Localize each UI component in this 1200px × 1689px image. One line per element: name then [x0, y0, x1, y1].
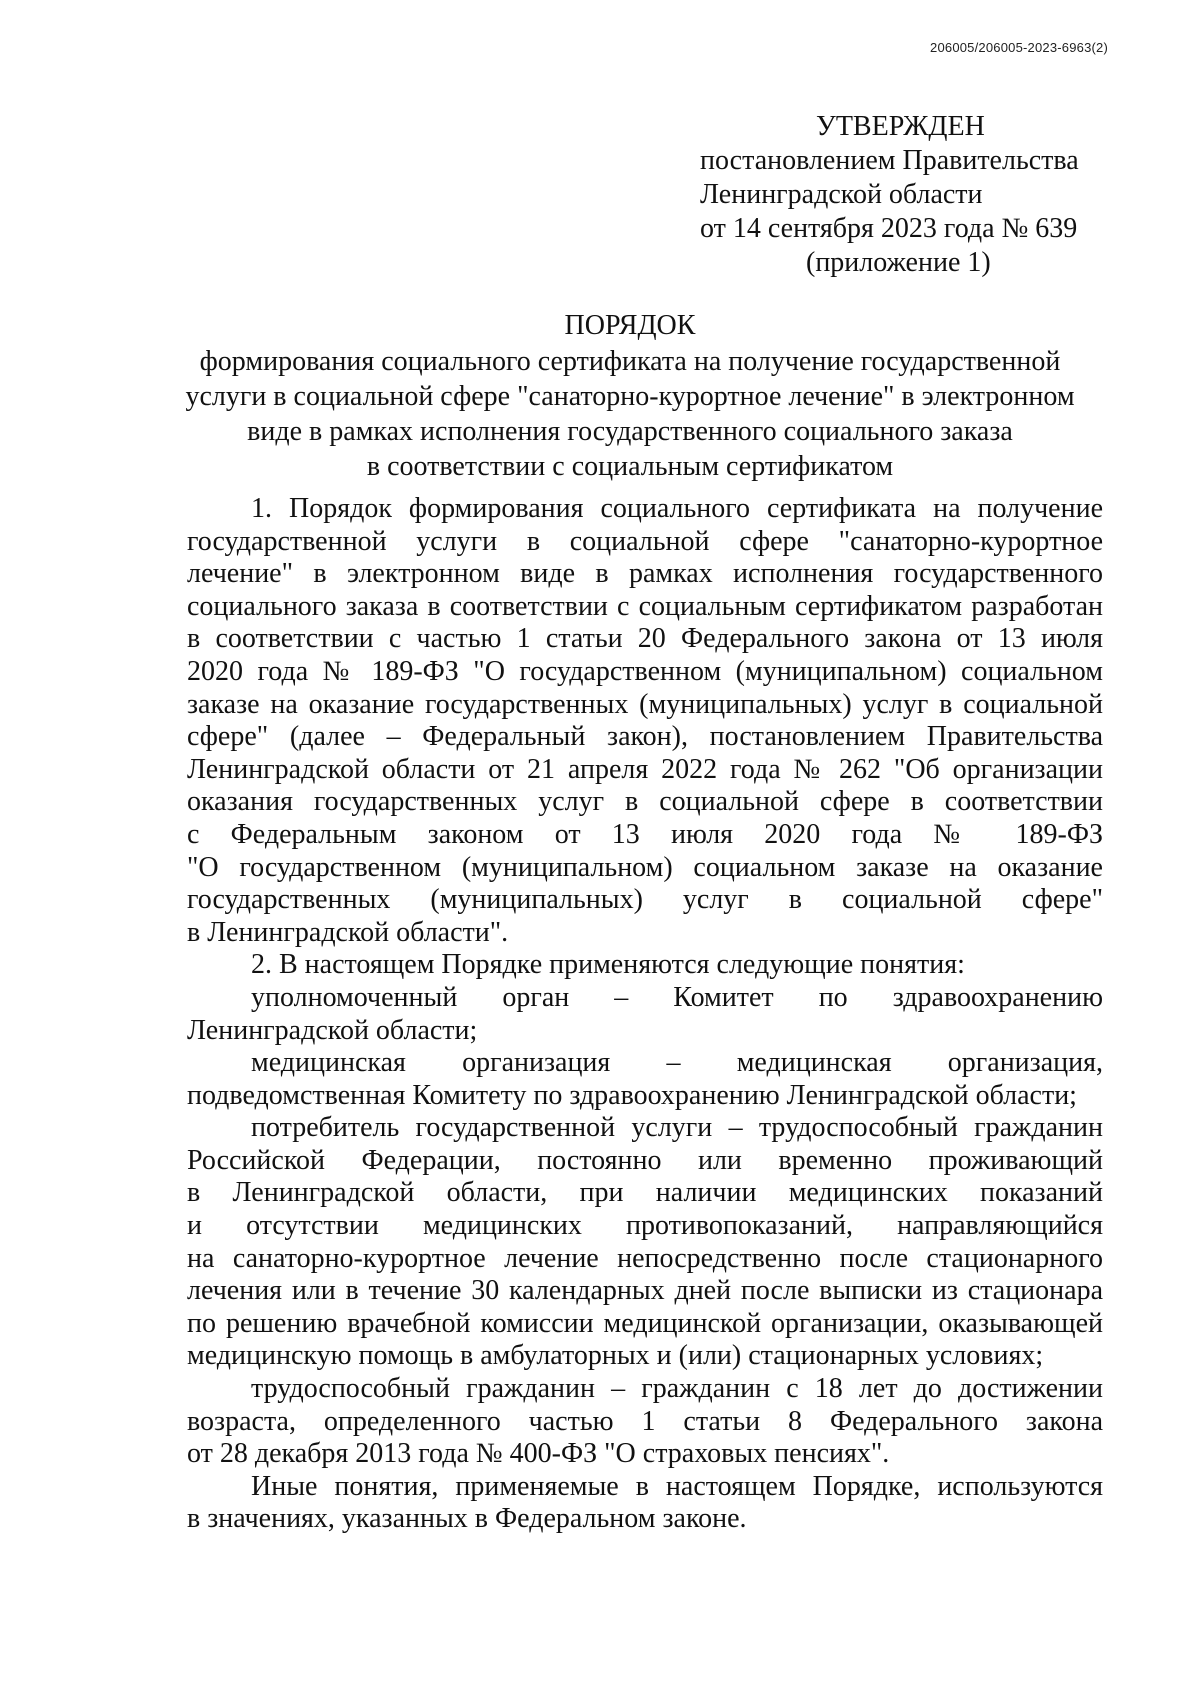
approval-block	[700, 110, 1120, 280]
document-body	[187, 493, 1103, 1536]
text-line: заказе на оказание государственных (муниципальных) услуг в социальной	[187, 688, 1103, 720]
text-line: лечения или в течение 30 календарных дней после выписки из стационара	[187, 1275, 1103, 1307]
approval-line: Ленинградской области	[700, 179, 983, 210]
definition-service-consumer	[187, 1112, 1103, 1373]
text-line: медицинская организация – медицинская организация,	[251, 1047, 1103, 1079]
document-title: ПОРЯДОК	[564, 310, 696, 341]
text-line: оказания государственных услуг в социальной сфере в соответствии	[187, 786, 1103, 818]
paragraph-1	[187, 493, 1103, 949]
paragraph-2	[187, 949, 1103, 982]
definition-able-bodied-citizen	[187, 1373, 1103, 1471]
document-title-block	[150, 308, 1110, 484]
definition-authorized-body	[187, 982, 1103, 1047]
text-line: в Ленинградской области, при наличии медицинских показаний	[187, 1177, 1103, 1209]
text-line: "О государственном (муниципальном) социальном заказе на оказание	[187, 851, 1103, 883]
text-line: Ленинградской области от 21 апреля 2022 года № 262 "Об организации	[187, 753, 1103, 785]
text-line: Иные понятия, применяемые в настоящем Порядке, используются	[251, 1470, 1103, 1502]
text-line: Российской Федерации, постоянно или временно проживающий	[187, 1144, 1103, 1176]
text-line: подведомственная Комитету по здравоохранению Ленинградской области;	[187, 1079, 1077, 1111]
text-line: государственных (муниципальных) услуг в социальной сфере"	[187, 884, 1103, 916]
text-line: на санаторно-курортное лечение непосредственно после стационарного	[187, 1242, 1103, 1274]
text-line: от 28 декабря 2013 года № 400-ФЗ "О страховых пенсиях".	[187, 1438, 890, 1470]
text-line: трудоспособный гражданин – гражданин с 18 лет до достижении	[251, 1373, 1103, 1405]
document-id: 206005/206005-2023-6963(2)	[930, 40, 1108, 55]
document-subtitle-line: в соответствии с социальным сертификатом	[366, 451, 894, 482]
document-subtitle-line: услуги в социальной сфере "санаторно-курортное лечение" в электронном	[185, 381, 1075, 412]
text-line: государственной услуги в социальной сфере "санаторно-курортное	[187, 525, 1103, 557]
text-line: медицинскую помощь в амбулаторных и (или) стационарных условиях;	[187, 1340, 1044, 1372]
text-line: в Ленинградской области".	[187, 916, 509, 948]
text-line: и отсутствии медицинских противопоказаний, направляющийся	[187, 1210, 1103, 1242]
text-line: социального заказа в соответствии с социальным сертификатом разработан	[187, 590, 1103, 622]
approval-annex: (приложение 1)	[806, 247, 991, 278]
document-subtitle-line: формирования социального сертификата на получение государственной	[199, 346, 1061, 377]
approval-title: УТВЕРЖДЕН	[816, 111, 985, 142]
text-line: сфере" (далее – Федеральный закон), постановлением Правительства	[187, 721, 1103, 753]
approval-line: от 14 сентября 2023 года № 639	[700, 213, 1078, 244]
text-line: в соответствии с частью 1 статьи 20 Федерального закона от 13 июля	[187, 623, 1103, 655]
approval-line: постановлением Правительства	[700, 145, 1079, 176]
text-line: по решению врачебной комиссии медицинской организации, оказывающей	[187, 1307, 1103, 1339]
text-line: потребитель государственной услуги – трудоспособный гражданин	[251, 1112, 1103, 1144]
text-line: 2. В настоящем Порядке применяются следующие понятия:	[251, 949, 965, 981]
document-subtitle-line: виде в рамках исполнения государственного социального заказа	[247, 416, 1013, 447]
text-line: 1. Порядок формирования социального сертификата на получение	[251, 493, 1103, 524]
text-line: с Федеральным законом от 13 июля 2020 года № 189-ФЗ	[187, 818, 1103, 850]
paragraph-other-terms	[187, 1471, 1103, 1536]
text-line: 2020 года № 189-ФЗ "О государственном (муниципальном) социальном	[187, 655, 1103, 687]
text-line: лечение" в электронном виде в рамках исполнения государственного	[187, 558, 1103, 590]
text-line: возраста, определенного частью 1 статьи 8 Федерального закона	[187, 1405, 1103, 1437]
text-line: в значениях, указанных в Федеральном законе.	[187, 1503, 747, 1535]
definition-medical-organization	[187, 1047, 1103, 1112]
text-line: Ленинградской области;	[187, 1014, 478, 1046]
text-line: уполномоченный орган – Комитет по здравоохранению	[251, 981, 1103, 1013]
